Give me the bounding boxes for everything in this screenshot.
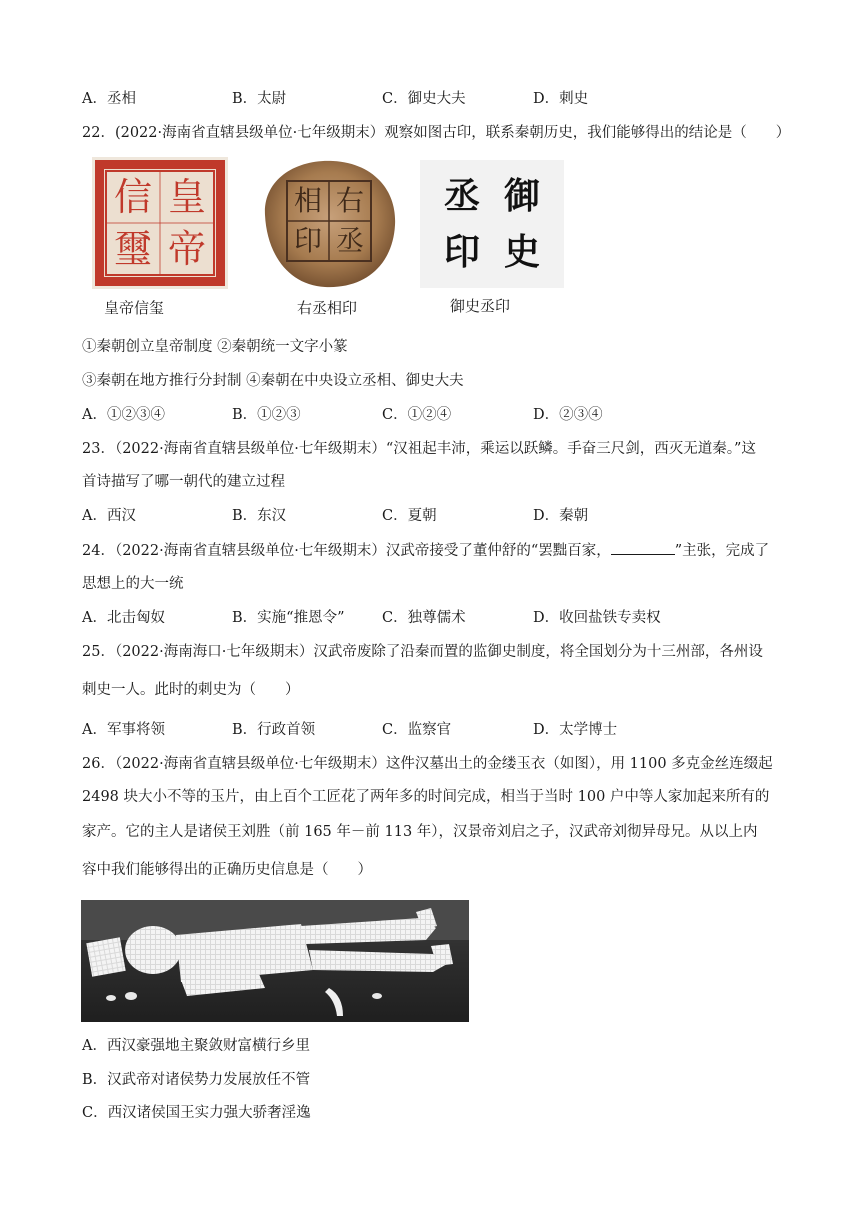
- seal-emperor-glyph-bl: 璽: [113, 227, 152, 271]
- q23-option-b[interactable]: B．东汉: [232, 508, 287, 524]
- q26-option-c[interactable]: C．西汉诸侯国王实力强大骄奢淫逸: [82, 1105, 311, 1121]
- q24-option-c[interactable]: C．独尊儒术: [382, 610, 466, 626]
- seal-emperor-caption: 皇帝信玺: [104, 299, 165, 317]
- q24-line1: [82, 540, 769, 561]
- q24-line1-part-b: ”主张，完成了: [674, 543, 770, 559]
- seal-bronze-glyph-bl: 印: [293, 224, 322, 257]
- q25-line2: 刺史一人。此时的刺史为（ ）: [82, 682, 300, 698]
- seal-censor-image: [420, 160, 564, 288]
- q25-option-a[interactable]: A．军事将领: [82, 722, 165, 738]
- q24-option-d[interactable]: D．收回盐铁专卖权: [533, 610, 661, 626]
- q26-option-a[interactable]: A．西汉豪强地主聚敛财富横行乡里: [82, 1038, 310, 1054]
- q23-line1: 23．（2022·海南省直辖县级单位·七年级期末）“汉祖起丰沛，乘运以跃鳞。手奋三尺剑，西灭无道秦。”这: [82, 441, 756, 457]
- seal-right-chancellor-image: [255, 155, 401, 293]
- q23-line2: 首诗描写了哪一朝代的建立过程: [82, 474, 285, 490]
- q25-option-c[interactable]: C．监察官: [382, 722, 452, 738]
- q22-option-a[interactable]: A．①②③④: [82, 407, 165, 423]
- q22-statements-line1: ①秦朝创立皇帝制度 ②秦朝统一文字小篆: [82, 339, 348, 355]
- q22-stem: 22．(2022·海南省直辖县级单位·七年级期末）观察如图古印，联系秦朝历史，我们能够得出的结论是（ ）: [82, 125, 791, 141]
- seal-emperor-glyph-br: 帝: [167, 227, 206, 271]
- seal-emperor-image: [92, 157, 228, 289]
- seal-right-chancellor-caption: 右丞相印: [297, 299, 358, 317]
- q25-option-d[interactable]: D．太学博士: [533, 722, 618, 738]
- q22-option-c[interactable]: C．①②④: [382, 407, 452, 423]
- q21-option-d[interactable]: D．刺史: [533, 91, 589, 107]
- seal-emperor-glyph-tr: 皇: [167, 175, 206, 219]
- q23-option-c[interactable]: C．夏朝: [382, 508, 437, 524]
- q24-blank[interactable]: [611, 540, 675, 555]
- q26-line2: 2498 块大小不等的玉片，由上百个工匠花了两年多的时间完成，相当于当时 100 户中等人家加起来所有的: [82, 789, 770, 805]
- seal-censor-glyph-bl: 印: [443, 231, 480, 273]
- q21-option-b[interactable]: B．太尉: [232, 91, 287, 107]
- q24-option-a[interactable]: A．北击匈奴: [82, 610, 165, 626]
- seal-bronze-glyph-br: 丞: [335, 224, 364, 257]
- seal-bronze-glyph-tr: 右: [335, 184, 364, 217]
- q26-line3: 家产。它的主人是诸侯王刘胜（前 165 年－前 113 年），汉景帝刘启之子，汉武帝刘彻异母兄。从以上内: [82, 824, 758, 840]
- q26-line4: 容中我们能够得出的正确历史信息是（ ）: [82, 862, 372, 878]
- q23-option-d[interactable]: D．秦朝: [533, 508, 589, 524]
- jade-suit-icon: [81, 900, 469, 1022]
- q22-option-b[interactable]: B．①②③: [232, 407, 301, 423]
- q24-line1-part-a: 24．（2022·海南省直辖县级单位·七年级期末）汉武帝接受了董仲舒的“罢黜百家，: [82, 543, 611, 559]
- q22-option-d[interactable]: D．②③④: [533, 407, 603, 423]
- q21-option-c[interactable]: C．御史大夫: [382, 91, 466, 107]
- q21-option-a[interactable]: A．丞相: [82, 91, 136, 107]
- q24-option-b[interactable]: B．实施“推恩令”: [232, 610, 345, 626]
- q25-line1: 25．（2022·海南海口·七年级期末）汉武帝废除了沿秦而置的监御史制度，将全国划分为十三州部，各州设: [82, 644, 763, 660]
- jade-burial-suit-photo: [81, 900, 469, 1022]
- seal-censor-caption: 御史丞印: [450, 297, 511, 315]
- seal-censor-glyph-tr: 御: [503, 175, 540, 217]
- q26-line1: 26．（2022·海南省直辖县级单位·七年级期末）这件汉墓出土的金缕玉衣（如图），用 1100 多克金丝连缀起: [82, 756, 773, 772]
- seal-censor-glyph-br: 史: [503, 231, 540, 273]
- q25-option-b[interactable]: B．行政首领: [232, 722, 316, 738]
- q23-option-a[interactable]: A．西汉: [82, 508, 136, 524]
- q26-option-b[interactable]: B．汉武帝对诸侯势力发展放任不管: [82, 1072, 311, 1088]
- q22-statements-line2: ③秦朝在地方推行分封制 ④秦朝在中央设立丞相、御史大夫: [82, 373, 464, 389]
- seal-emperor-glyph-tl: 信: [113, 175, 152, 219]
- q24-line2: 思想上的大一统: [82, 576, 184, 592]
- seal-bronze-glyph-tl: 相: [293, 184, 322, 217]
- seal-censor-glyph-tl: 丞: [443, 175, 480, 217]
